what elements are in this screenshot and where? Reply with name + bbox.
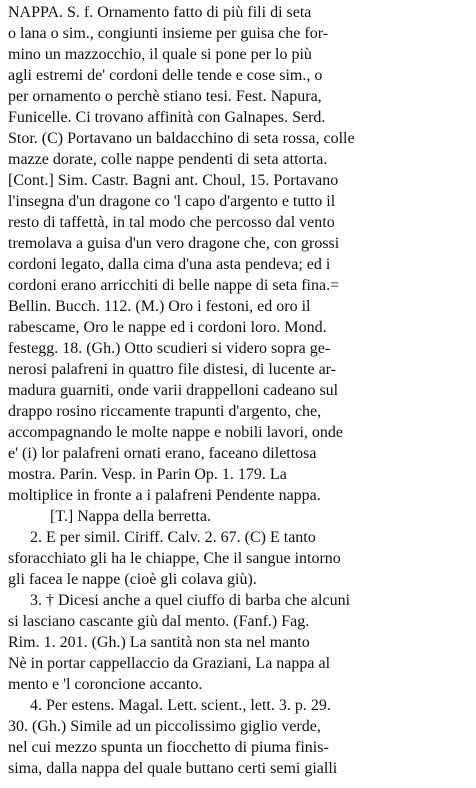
text-line: Bellin. Bucch. 112. (M.) Oro i festoni, ed oro il [8, 298, 311, 315]
text-line: Rim. 1. 201. (Gh.) La santità non sta nel manto [8, 634, 310, 651]
text-line: Stor. (C) Portavano un baldacchino di seta rossa, colle [8, 130, 355, 147]
text-line: 2. E per simil. Ciriff. Calv. 2. 67. (C) E tanto [30, 529, 316, 546]
text-line: e' (i) lor palafreni ornati erano, faceano dilettosa [8, 445, 317, 462]
text-line: drappo rosino riccamente trapunti d'argento, che, [8, 403, 322, 420]
text-line: [Cont.] Sim. Castr. Bagni ant. Choul, 15. Portavano [8, 172, 339, 189]
text-line: 3. † Dicesi anche a quel ciuffo di barba che alcuni [30, 592, 351, 609]
text-line: mostra. Parin. Vesp. in Parin Op. 1. 179. La [8, 466, 287, 483]
text-line: resto di taffettà, in tal modo che percosso dal vento [8, 214, 335, 231]
text-line: [T.] Nappa della berretta. [50, 508, 211, 525]
text-line: gli facea le nappe (cioè gli colava giù). [8, 571, 257, 588]
text-line: l'insegna d'un dragone co 'l capo d'argento e tutto il [8, 193, 336, 210]
text-line: nel cui mezzo spunta un fiocchetto di piuma finis- [8, 739, 329, 756]
text-line: sima, dalla nappa del quale buttano certi semi gialli [8, 760, 338, 777]
text-line: rabescame, Oro le nappe ed i cordoni loro. Mond. [8, 319, 327, 336]
text-line: accompagnando le molte nappe e nobili lavori, onde [8, 424, 343, 441]
text-line: mazze dorate, colle nappe pendenti di seta attorta. [8, 151, 328, 168]
text-line: madura guarniti, onde varii drappelloni cadeano sul [8, 382, 339, 399]
text-line: mino un mazzocchio, il quale si pone per lo più [8, 46, 312, 63]
text-line: o lana o sim., congiunti insieme per guisa che for- [8, 25, 329, 42]
text-line: per ornamento o perchè stiano tesi. Fest. Napura, [8, 88, 322, 105]
text-line: cordoni legato, dalla cima d'una asta pendeva; ed i [8, 256, 331, 273]
text-line: Nè in portar cappellaccio da Graziani, La nappa al [8, 655, 331, 672]
text-line: mento e 'l coroncione accanto. [8, 676, 203, 693]
text-line: tremolava a guisa d'un vero dragone che, con grossi [8, 235, 340, 252]
text-line: sforacchiato gli ha le chiappe, Che il sangue intorno [8, 550, 341, 567]
text-line: festegg. 18. (Gh.) Otto scudieri si videro sopra ge- [8, 340, 331, 357]
text-line: 4. Per estens. Magal. Lett. scient., lett. 3. p. 29. [30, 697, 331, 714]
text-line: 30. (Gh.) Simile ad un piccolissimo giglio verde, [8, 718, 321, 735]
text-line: agli estremi de' cordoni delle tende e cose sim., o [8, 67, 323, 84]
text-line: si lasciano cascante giù dal mento. (Fanf.) Fag. [8, 613, 310, 630]
text-line: Funicelle. Ci trovano affinità con Galnapes. Serd. [8, 109, 326, 126]
text-line: moltiplice in fronte a i palafreni Pendente nappa. [8, 487, 321, 504]
text-line: NAPPA. S. f. Ornamento fatto di più fili di seta [8, 4, 312, 21]
text-line: nerosi palafreni in quattro file distesi, di lucente ar- [8, 361, 337, 378]
text-line: cordoni erano arricchiti di belle nappe di seta fina.= [8, 277, 340, 294]
